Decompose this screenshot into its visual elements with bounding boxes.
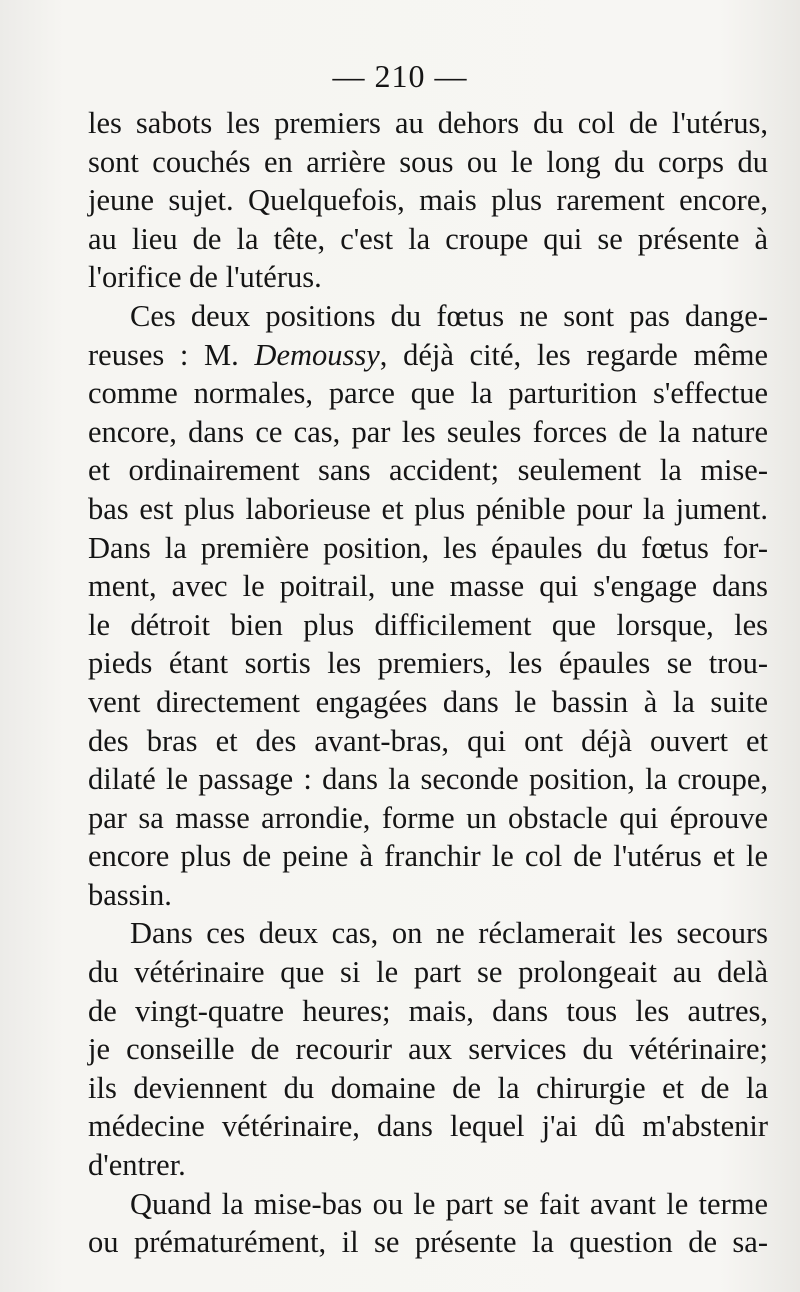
paragraph xyxy=(88,914,768,1184)
text-line: et ordinairement sans accident; seulement la mise- xyxy=(88,453,768,488)
text-line: bassin. xyxy=(88,877,172,912)
page-number: — 210 — xyxy=(332,58,468,94)
text-line: médecine vétérinaire, dans lequel j'ai dû m'abstenir xyxy=(88,1109,768,1144)
paragraph xyxy=(88,104,768,297)
text-line: Quand la mise-bas ou le part se fait avant le terme xyxy=(130,1186,768,1221)
text-line: l'orifice de l'utérus. xyxy=(88,260,322,295)
text-line: Ces deux positions du fœtus ne sont pas dange- xyxy=(130,298,768,333)
text-line: comme normales, parce que la parturition s'effectue xyxy=(88,376,768,411)
text-line: je conseille de recourir aux services du vétérinaire; xyxy=(88,1032,768,1067)
text-line: dilaté le passage : dans la seconde position, la croupe, xyxy=(88,762,768,797)
text-line: ou prématurément, il se présente la question de sa- xyxy=(88,1225,768,1260)
text-line: d'entrer. xyxy=(88,1148,186,1183)
text-line: le détroit bien plus difficilement que lorsque, les xyxy=(88,607,768,642)
text-line: du vétérinaire que si le part se prolongeait au delà xyxy=(88,955,768,990)
text-line: bas est plus laborieuse et plus pénible pour la jument. xyxy=(88,491,768,526)
text-line: au lieu de la tête, c'est la croupe qui se présente à xyxy=(88,221,768,256)
text-line: par sa masse arrondie, forme un obstacle qui éprouve xyxy=(88,800,768,835)
body-text xyxy=(88,104,768,1262)
text-line: de vingt-quatre heures; mais, dans tous les autres, xyxy=(88,993,768,1028)
text-line: ils deviennent du domaine de la chirurgie et de la xyxy=(88,1070,768,1105)
text-line: Dans la première position, les épaules du fœtus for- xyxy=(88,530,768,565)
text-line: ment, avec le poitrail, une masse qui s'engage dans xyxy=(88,569,768,604)
text-line: encore, dans ce cas, par les seules forces de la nature xyxy=(88,414,768,449)
paragraph xyxy=(88,297,768,915)
text-line: sont couchés en arrière sous ou le long du corps du xyxy=(88,144,768,179)
text-line: les sabots les premiers au dehors du col de l'utérus, xyxy=(88,106,768,140)
text-line: des bras et des avant-bras, qui ont déjà ouvert et xyxy=(88,723,768,758)
text-line: vent directement engagées dans le bassin à la suite xyxy=(88,684,768,719)
text-line: Dans ces deux cas, on ne réclamerait les secours xyxy=(130,916,768,951)
text-line: reuses : M. Demoussy, déjà cité, les regarde même xyxy=(88,337,768,372)
italic-name: Demoussy xyxy=(254,337,380,372)
text-line: jeune sujet. Quelquefois, mais plus rarement encore, xyxy=(88,183,768,218)
text-line: pieds étant sortis les premiers, les épaules se trou- xyxy=(88,646,768,681)
text-line: encore plus de peine à franchir le col de l'utérus et le xyxy=(88,839,768,874)
paragraph xyxy=(88,1185,768,1262)
